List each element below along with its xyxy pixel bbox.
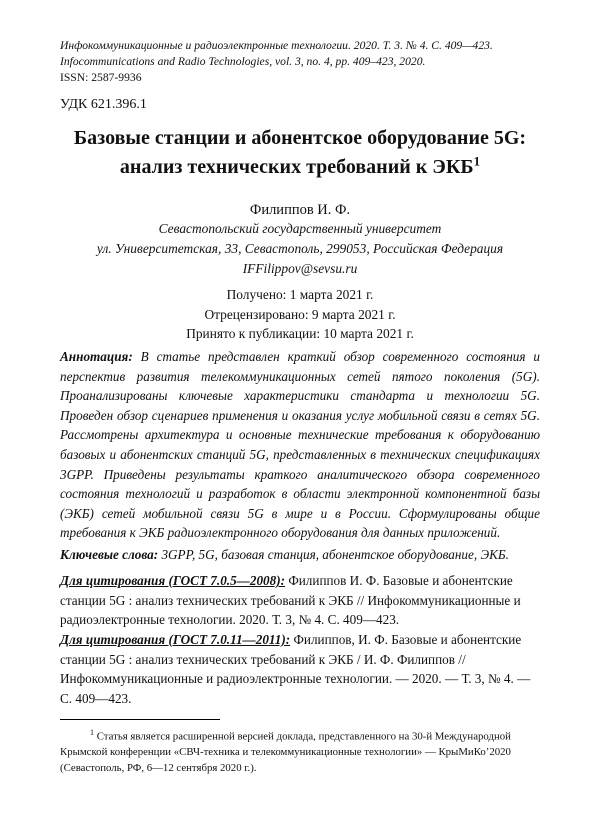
abstract-text: В статье представлен краткий обзор современного состояния и перспектив развития телекоммуникационных сетей пятого поколения (5G). Проанализированы ключевые характеристики стандарта и технологии 5G. Проведен обзор сценариев применения и оказания услуг мобильной связи в сетях 5G. Рассмотрены архитектура и основные технические требования к оборудованию базовых и абонентских станций 5G, представленных в технических спецификациях 3GPP. Приведены результаты краткого аналитического обзора современного состояния технологий и разработок в области электронной компонентной базы (ЭКБ) сетей мобильной связи 5G в мире и в России. Сформулированы общие требования к ЭКБ радиоэлектронного оборудования для данных приложений. <box>60 349 541 541</box>
title-line-1: Базовые станции и абонентское оборудование 5G: <box>73 127 527 149</box>
date-accepted: Принято к публикации: 10 марта 2021 г. <box>186 326 414 341</box>
title-line-2: анализ технических требований к ЭКБ$^1$ <box>119 153 481 178</box>
author-name: Филиппов И. Ф. <box>249 202 351 218</box>
address: ул. Университетская, 33, Севастополь, 299053, Российская Федерация <box>96 241 504 256</box>
abstract-label: Аннотация: <box>60 349 133 364</box>
issn: ISSN: 2587-9936 <box>60 71 142 84</box>
university: Севастопольский государственный университет <box>158 221 442 236</box>
citation-gost-2011 <box>60 630 540 708</box>
udk-code: УДК 621.396.1 <box>60 97 147 112</box>
article-dates <box>60 285 540 344</box>
journal-header <box>60 38 550 86</box>
journal-citation-en: Infocommunications and Radio Technologies, vol. 3, no. 4, pp. 409–423, 2020. <box>60 55 426 68</box>
keywords-text: 3GPP, 5G, базовая станция, абонентское оборудование, ЭКБ. <box>161 547 509 562</box>
keywords-label: Ключевые слова: <box>60 547 159 562</box>
article-title <box>40 124 560 182</box>
abstract <box>60 347 540 543</box>
citation-gost-2008 <box>60 571 540 630</box>
keywords <box>60 545 540 565</box>
footnote-divider <box>60 719 220 720</box>
email: IFFilippov@sevsu.ru <box>242 261 358 276</box>
footnote-text: Статья является расширенной версией доклада, представленного на 30-й Международной Крымской конференции «СВЧ-техника и телекоммуникационные технологии» — КрыМиКо’2020 (Севастополь, РФ, 6—12 сентября 2020 г.). <box>60 730 511 774</box>
journal-citation-ru: Инфокоммуникационные и радиоэлектронные технологии. 2020. Т. 3. № 4. С. 409—423. <box>60 39 493 52</box>
citation-label: Для цитирования (ГОСТ 7.0.5—2008): <box>60 573 286 588</box>
title-footnote-mark: 1 <box>473 153 481 169</box>
citation-label: Для цитирования (ГОСТ 7.0.11—2011): <box>60 632 291 647</box>
affiliation <box>60 219 540 279</box>
footnote <box>60 725 540 776</box>
footnote-mark: 1 <box>90 728 94 737</box>
date-received: Получено: 1 марта 2021 г. <box>226 287 374 302</box>
date-reviewed: Отрецензировано: 9 марта 2021 г. <box>204 306 396 322</box>
citation-text: Филиппов И. Ф. Базовые и абонентские станции 5G : анализ технических требований к ЭКБ // Инфокоммуникационные и радиоэлектронные технологии. 2020. Т. 3, № 4. С. 409—423. <box>60 573 521 628</box>
citation-text: Филиппов, И. Ф. Базовые и абонентские станции 5G : анализ технических требований к ЭКБ / И. Ф. Филиппов // Инфокоммуникационные и радиоэлектронные технологии. — 2020. — Т. 3, № 4. — С. 409—423. <box>60 632 531 706</box>
